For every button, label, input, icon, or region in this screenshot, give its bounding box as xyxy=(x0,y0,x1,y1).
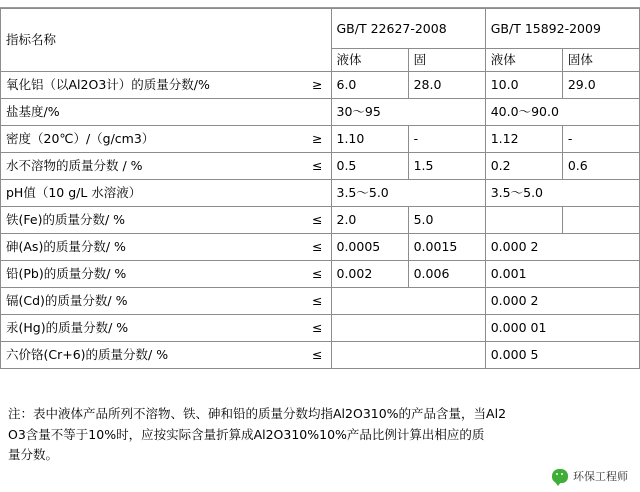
row-operator: ≤ xyxy=(312,211,323,227)
row-value-3: 0.000 2 xyxy=(485,287,639,314)
row-value-4 xyxy=(562,206,639,233)
table-row xyxy=(1,98,640,125)
footnote-line-3: 量分数。 xyxy=(8,447,59,463)
row-operator: ≤ xyxy=(312,238,323,254)
row-label: 密度（20℃）/（g/cm3） ≥ xyxy=(1,125,332,152)
table-row xyxy=(1,233,640,260)
row-label: 砷(As)的质量分数/ % ≤ xyxy=(1,233,332,260)
row-value-1 xyxy=(331,341,485,368)
row-label: 镉(Cd)的质量分数/ % ≤ xyxy=(1,287,332,314)
row-operator: ≤ xyxy=(312,157,323,173)
header-standard-1: GB/T 22627-2008 xyxy=(331,9,485,49)
row-value-3: 3.5～5.0 xyxy=(485,179,639,206)
row-value-1 xyxy=(331,314,485,341)
table-row xyxy=(1,314,640,341)
row-value-2: - xyxy=(408,125,485,152)
row-value-3 xyxy=(485,206,562,233)
table-row xyxy=(1,260,640,287)
row-value-2: 0.0015 xyxy=(408,233,485,260)
row-value-1: 0.0005 xyxy=(331,233,408,260)
table-header-row-standards xyxy=(1,9,640,49)
row-operator: ≥ xyxy=(312,76,323,92)
table-row xyxy=(1,287,640,314)
row-value-3: 0.001 xyxy=(485,260,639,287)
row-value-3: 0.2 xyxy=(485,152,562,179)
page-top-strip xyxy=(0,0,640,8)
row-value-4: - xyxy=(562,125,639,152)
row-value-3: 0.000 2 xyxy=(485,233,639,260)
row-label: pH值（10 g/L 水溶液） xyxy=(1,179,332,206)
header-state-1: 液体 xyxy=(331,49,408,72)
row-value-1: 30～95 xyxy=(331,98,485,125)
row-operator: ≤ xyxy=(312,346,323,362)
row-value-2: 1.5 xyxy=(408,152,485,179)
row-value-1: 3.5～5.0 xyxy=(331,179,485,206)
row-label: 盐基度/% xyxy=(1,98,332,125)
table-row xyxy=(1,341,640,368)
footnote-line-2: O3含量不等于10%时，应按实际含量折算成Al2O310%10%产品比例计算出相应的质 xyxy=(8,426,485,442)
row-value-1: 6.0 xyxy=(331,71,408,98)
header-state-4: 固体 xyxy=(562,49,639,72)
header-state-2: 固 xyxy=(408,49,485,72)
header-standard-2: GB/T 15892-2009 xyxy=(485,9,639,49)
footnote-line-1: 注：表中液体产品所列不溶物、铁、砷和铅的质量分数均指Al2O310%的产品含量，当Al2 xyxy=(8,406,507,421)
table-footnote xyxy=(0,398,640,466)
row-value-1: 2.0 xyxy=(331,206,408,233)
row-value-3: 0.000 01 xyxy=(485,314,639,341)
table-row xyxy=(1,152,640,179)
watermark-badge xyxy=(548,466,632,486)
table-row xyxy=(1,71,640,98)
row-operator: ≤ xyxy=(312,319,323,335)
row-operator: ≤ xyxy=(312,265,323,281)
header-state-3: 液体 xyxy=(485,49,562,72)
row-value-3: 1.12 xyxy=(485,125,562,152)
table-row xyxy=(1,179,640,206)
row-value-1: 1.10 xyxy=(331,125,408,152)
row-label: 铁(Fe)的质量分数/ % ≤ xyxy=(1,206,332,233)
row-label: 六价铬(Cr+6)的质量分数/ % ≤ xyxy=(1,341,332,368)
row-operator: ≥ xyxy=(312,130,323,146)
specification-table xyxy=(0,8,640,369)
wechat-icon xyxy=(552,469,568,483)
row-operator: ≤ xyxy=(312,292,323,308)
row-label: 铅(Pb)的质量分数/ % ≤ xyxy=(1,260,332,287)
row-value-3: 10.0 xyxy=(485,71,562,98)
row-label: 氧化铝（以Al2O3计）的质量分数/% ≥ xyxy=(1,71,332,98)
table-row xyxy=(1,206,640,233)
row-value-2: 0.006 xyxy=(408,260,485,287)
row-value-1 xyxy=(331,287,485,314)
watermark-label: 环保工程师 xyxy=(573,470,628,483)
row-label: 水不溶物的质量分数 / % ≤ xyxy=(1,152,332,179)
row-value-1: 0.5 xyxy=(331,152,408,179)
row-value-3: 0.000 5 xyxy=(485,341,639,368)
table-row xyxy=(1,125,640,152)
row-value-4: 29.0 xyxy=(562,71,639,98)
row-label: 汞(Hg)的质量分数/ % ≤ xyxy=(1,314,332,341)
header-name-col: 指标名称 xyxy=(1,9,332,72)
row-value-2: 28.0 xyxy=(408,71,485,98)
row-value-3: 40.0～90.0 xyxy=(485,98,639,125)
row-value-2: 5.0 xyxy=(408,206,485,233)
row-value-4: 0.6 xyxy=(562,152,639,179)
row-value-1: 0.002 xyxy=(331,260,408,287)
